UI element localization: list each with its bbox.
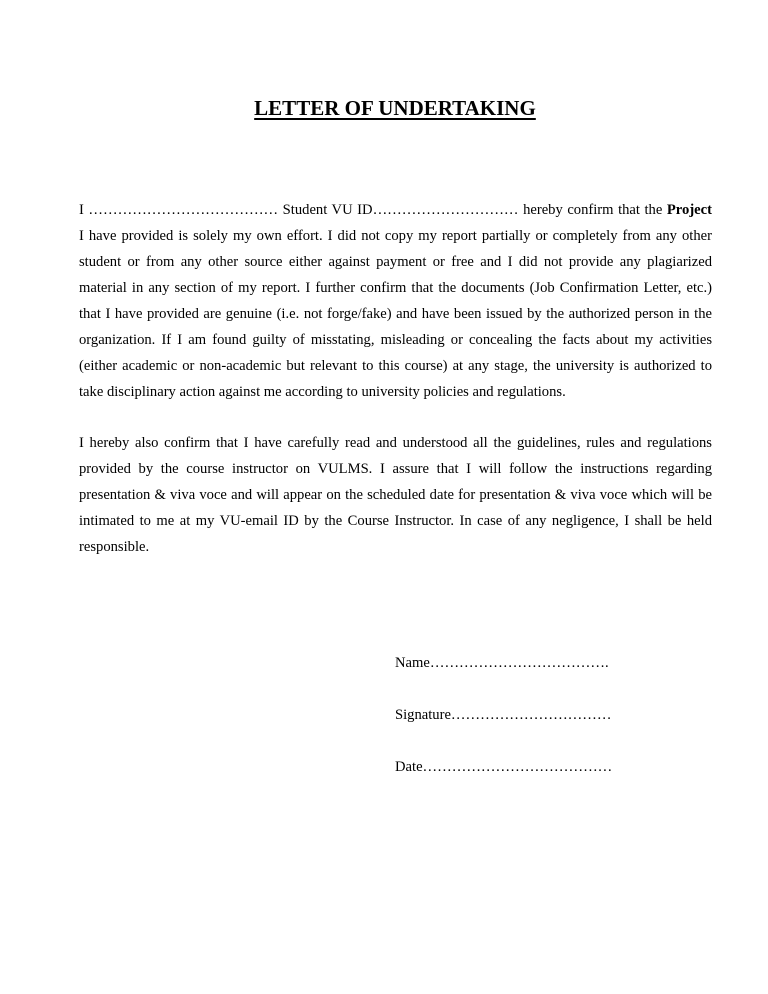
signature-line: Signature…………………………… xyxy=(395,707,612,723)
name-line: Name………………………………. xyxy=(395,655,609,671)
page-title: LETTER OF UNDERTAKING xyxy=(254,96,536,120)
paragraph-1-bold-term: Project xyxy=(666,202,712,218)
paragraph-1-lead: I ………………………………… Student VU ID………………………… hereby confirm that the xyxy=(79,202,667,218)
paragraph-1-body: I have provided is solely my own effort. I did not copy my report partially or completely from any other student or from any other source either against payment or free and I did not provide any plagiarized material in any section of my report. I further confirm that the documents (Job Confirmation Letter, etc.) that I have provided are genuine (i.e. not forge/fake) and have been issued by the authorized person in the organization. If I am found guilty of misstating, misleading or concealing the facts about my activities (either academic or non-academic but relevant to this course) at any stage, the university is authorized to take disciplinary action against me according to university policies and regulations. xyxy=(79,228,712,400)
undertaking-paragraph-2: I hereby also confirm that I have carefully read and understood all the guidelines, rules and regulations provided by the course instructor on VULMS. I assure that I will follow the instructions regarding presentation & viva voce and will appear on the scheduled date for presentation & viva voce which will be intimated to me at my VU-email ID by the Course Instructor. In case of any negligence, I shall be held responsible. xyxy=(79,435,712,555)
date-line: Date………………………………… xyxy=(395,759,613,775)
undertaking-paragraph-1 xyxy=(79,197,712,405)
